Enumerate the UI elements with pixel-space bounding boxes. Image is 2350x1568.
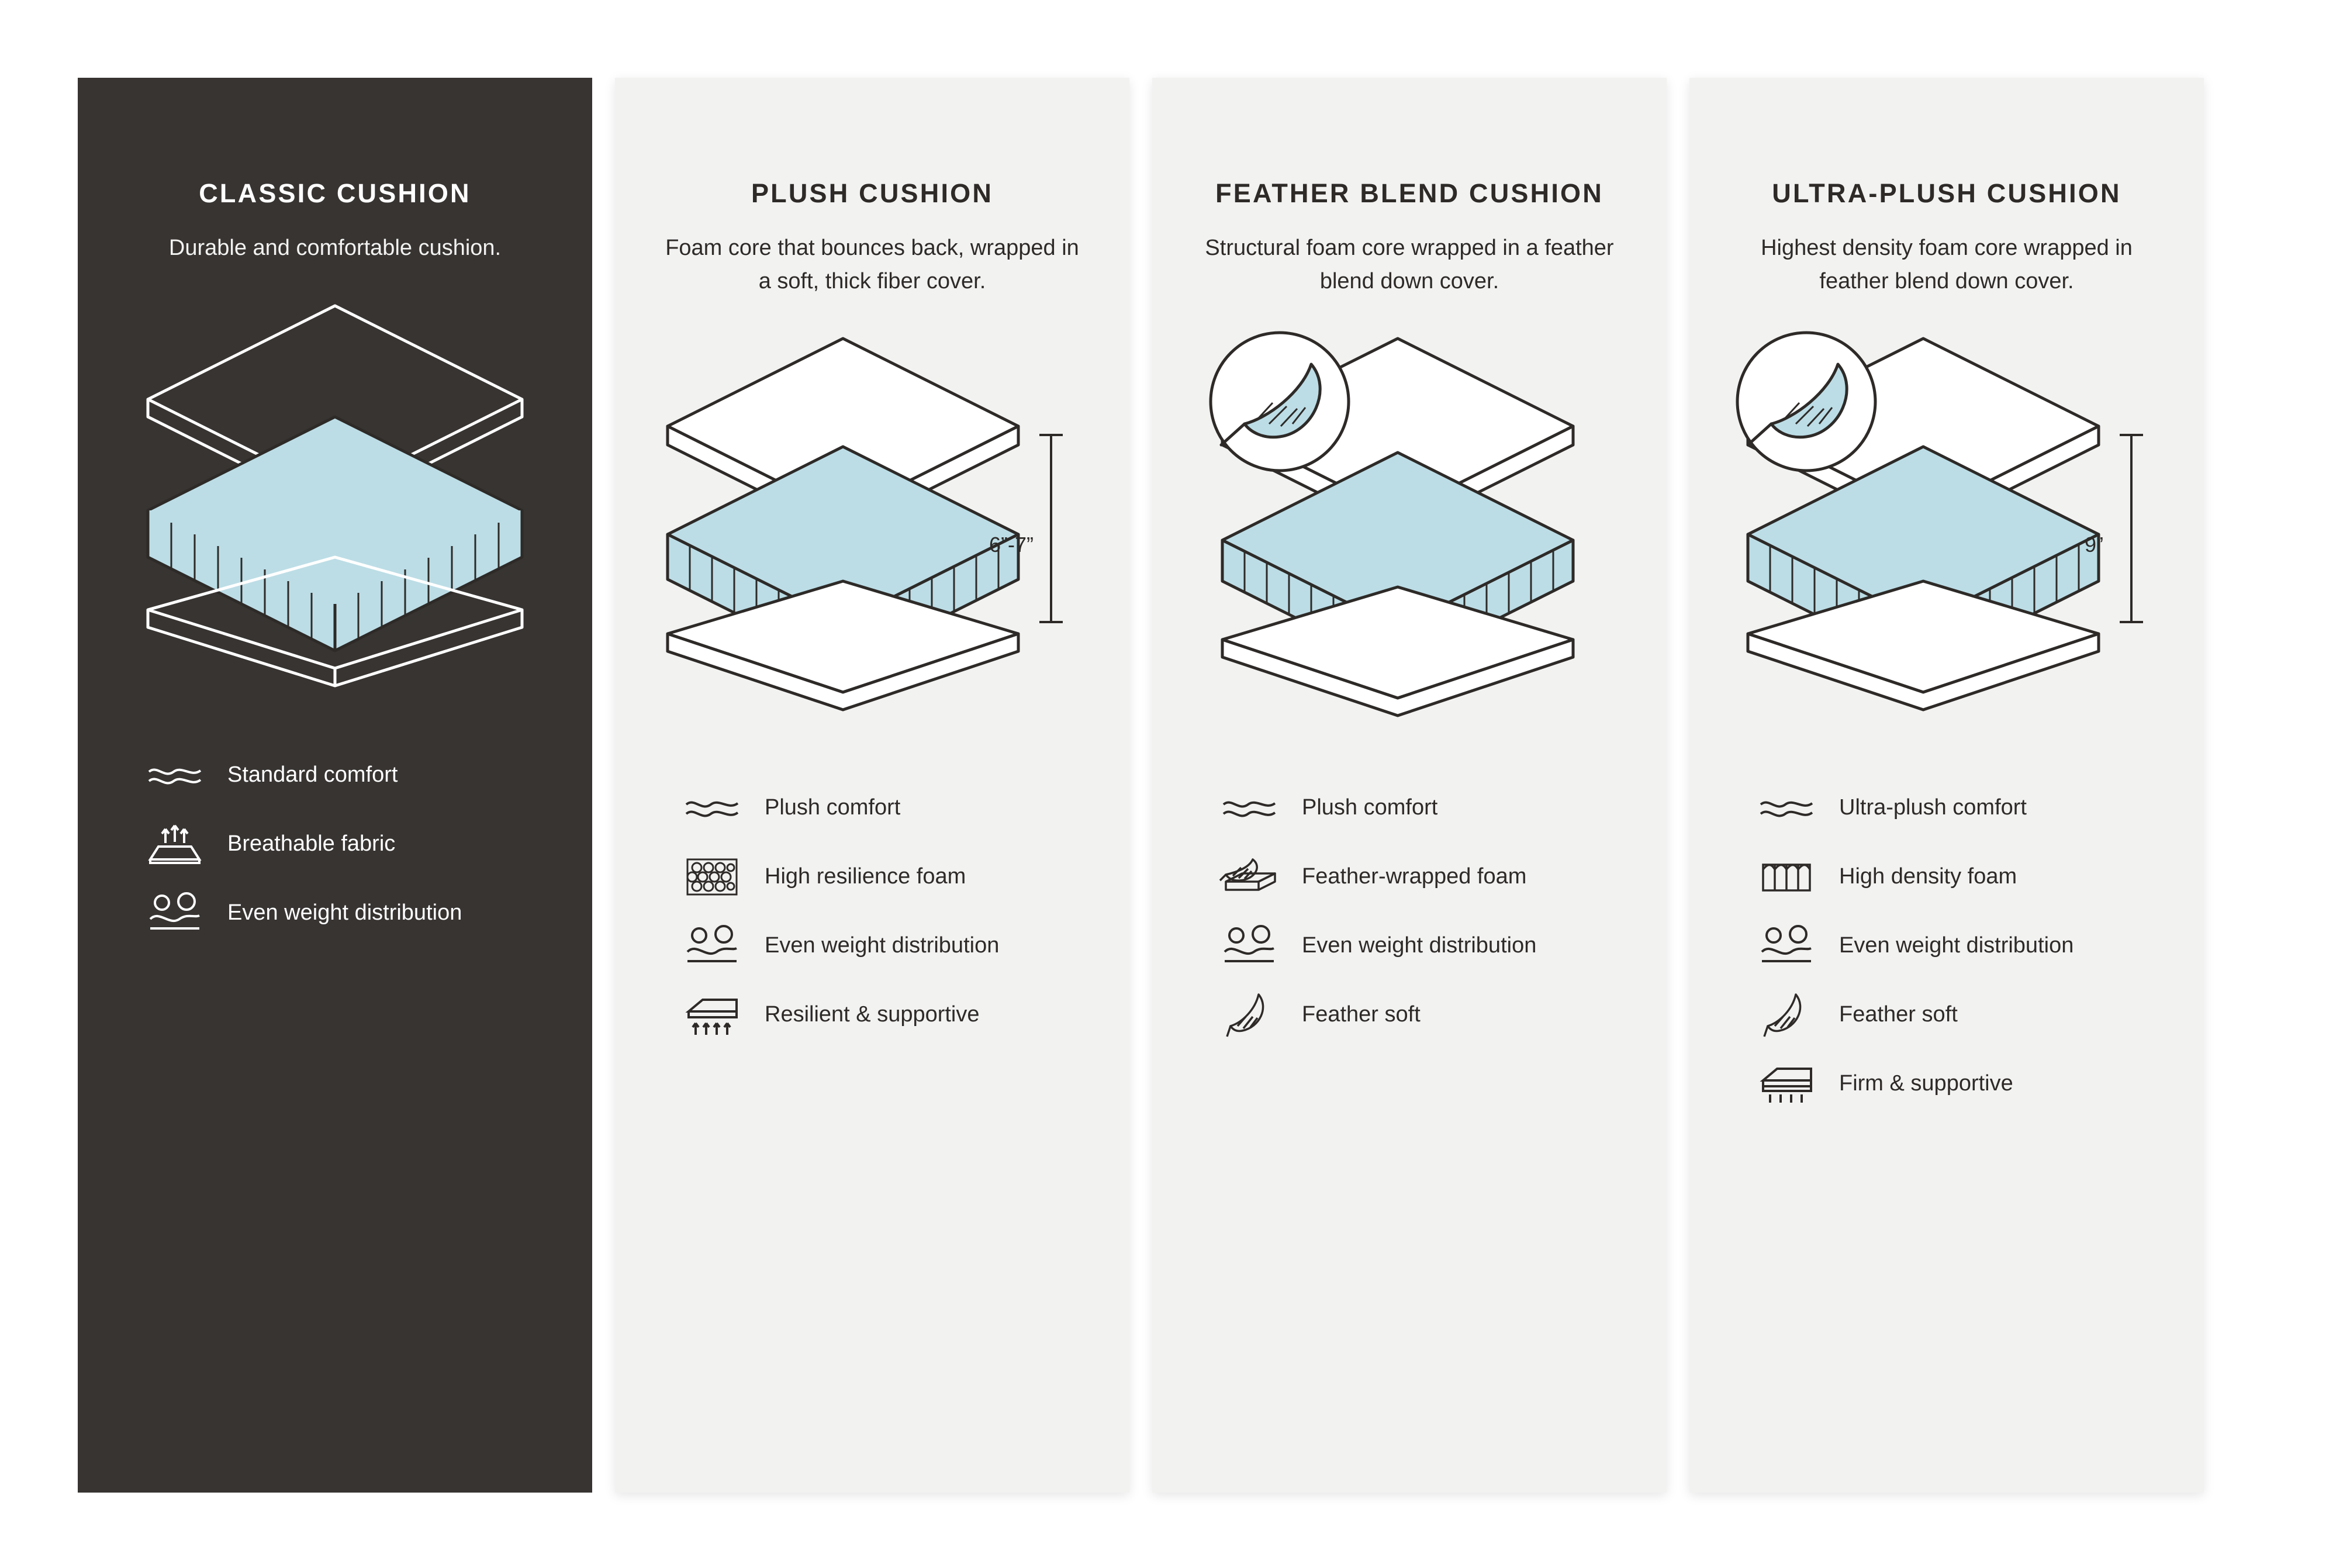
cushion-illustration-ultra-plush	[1689, 315, 2204, 759]
support-arrows-icon	[1754, 1057, 1819, 1111]
page-title: PLUSH CUSHION	[751, 178, 994, 208]
feather-badge	[1737, 333, 1875, 471]
feature-label: Even weight distribution	[1839, 932, 2074, 958]
feature-label: High density foam	[1839, 864, 2017, 889]
description-block	[615, 210, 1129, 297]
list-item	[1152, 911, 1667, 980]
card-description: Durable and comfortable cushion.	[168, 236, 502, 261]
feather-icon	[1217, 988, 1282, 1042]
weight-distribution-icon	[142, 886, 208, 940]
wave-icon	[1754, 781, 1819, 835]
wave-icon	[142, 748, 208, 802]
list-item	[1689, 911, 2204, 980]
title-block	[1152, 78, 1667, 210]
feather-badge	[1211, 333, 1349, 471]
page-title: CLASSIC CUSHION	[199, 178, 471, 208]
feather-icon	[1754, 988, 1819, 1042]
description-block	[1689, 210, 2204, 297]
weight-distribution-icon	[1217, 919, 1282, 973]
page-title: FEATHER BLEND CUSHION	[1215, 178, 1603, 208]
feature-label: Firm & supportive	[1839, 1070, 2013, 1096]
card-description: Structural foam core wrapped in a feather blend down cover.	[1205, 236, 1614, 293]
wave-icon	[1217, 781, 1282, 835]
dimension-label: 6”-7”	[989, 532, 1034, 557]
feather-wrapped-foam-icon	[1217, 850, 1282, 904]
list-item	[78, 810, 592, 879]
card-description: Highest density foam core wrapped in feather blend down cover.	[1761, 236, 2133, 293]
density-foam-icon	[1754, 850, 1819, 904]
support-arrows-icon	[679, 988, 745, 1042]
feature-list	[615, 773, 1129, 1049]
cushion-illustration-plush	[615, 315, 1129, 759]
title-block	[615, 78, 1129, 210]
weight-distribution-icon	[1754, 919, 1819, 973]
feature-list	[1152, 773, 1667, 1049]
feature-label: Feather-wrapped foam	[1302, 864, 1527, 889]
feature-label: Even weight distribution	[1302, 932, 1537, 958]
wave-icon	[679, 781, 745, 835]
feature-label: High resilience foam	[765, 864, 966, 889]
list-item	[615, 773, 1129, 842]
breathable-fabric-icon	[142, 817, 208, 871]
feature-label: Feather soft	[1302, 1001, 1421, 1027]
cushion-illustration-classic	[78, 282, 592, 727]
list-item	[1152, 773, 1667, 842]
feature-label: Even weight distribution	[227, 900, 462, 925]
list-item	[78, 741, 592, 810]
feature-list	[1689, 773, 2204, 1118]
feature-label: Plush comfort	[765, 795, 901, 820]
list-item	[615, 911, 1129, 980]
list-item	[1689, 773, 2204, 842]
description-block	[78, 210, 592, 264]
card-classic-cushion[interactable]	[78, 78, 592, 1493]
card-ultra-plush-cushion[interactable]	[1689, 78, 2204, 1493]
list-item	[1689, 842, 2204, 911]
list-item	[615, 980, 1129, 1049]
card-plush-cushion[interactable]	[615, 78, 1129, 1493]
honeycomb-foam-icon	[679, 850, 745, 904]
list-item	[1152, 842, 1667, 911]
list-item	[1152, 980, 1667, 1049]
feature-label: Standard comfort	[227, 762, 398, 787]
title-block	[78, 78, 592, 210]
feature-label: Resilient & supportive	[765, 1001, 980, 1027]
feature-label: Ultra-plush comfort	[1839, 795, 2027, 820]
weight-distribution-icon	[679, 919, 745, 973]
feature-label: Feather soft	[1839, 1001, 1958, 1027]
card-feather-blend-cushion[interactable]	[1152, 78, 1667, 1493]
list-item	[78, 879, 592, 948]
feature-label: Even weight distribution	[765, 932, 1000, 958]
card-description: Foam core that bounces back, wrapped in a soft, thick fiber cover.	[665, 236, 1079, 293]
feature-list	[78, 741, 592, 948]
feature-label: Plush comfort	[1302, 795, 1438, 820]
feature-label: Breathable fabric	[227, 831, 396, 856]
description-block	[1152, 210, 1667, 297]
list-item	[1689, 980, 2204, 1049]
list-item	[615, 842, 1129, 911]
cushion-illustration-feather-blend	[1152, 315, 1667, 759]
dimension-label: 9”	[2085, 532, 2104, 557]
title-block	[1689, 78, 2204, 210]
list-item	[1689, 1049, 2204, 1118]
page-title: ULTRA-PLUSH CUSHION	[1772, 178, 2121, 208]
